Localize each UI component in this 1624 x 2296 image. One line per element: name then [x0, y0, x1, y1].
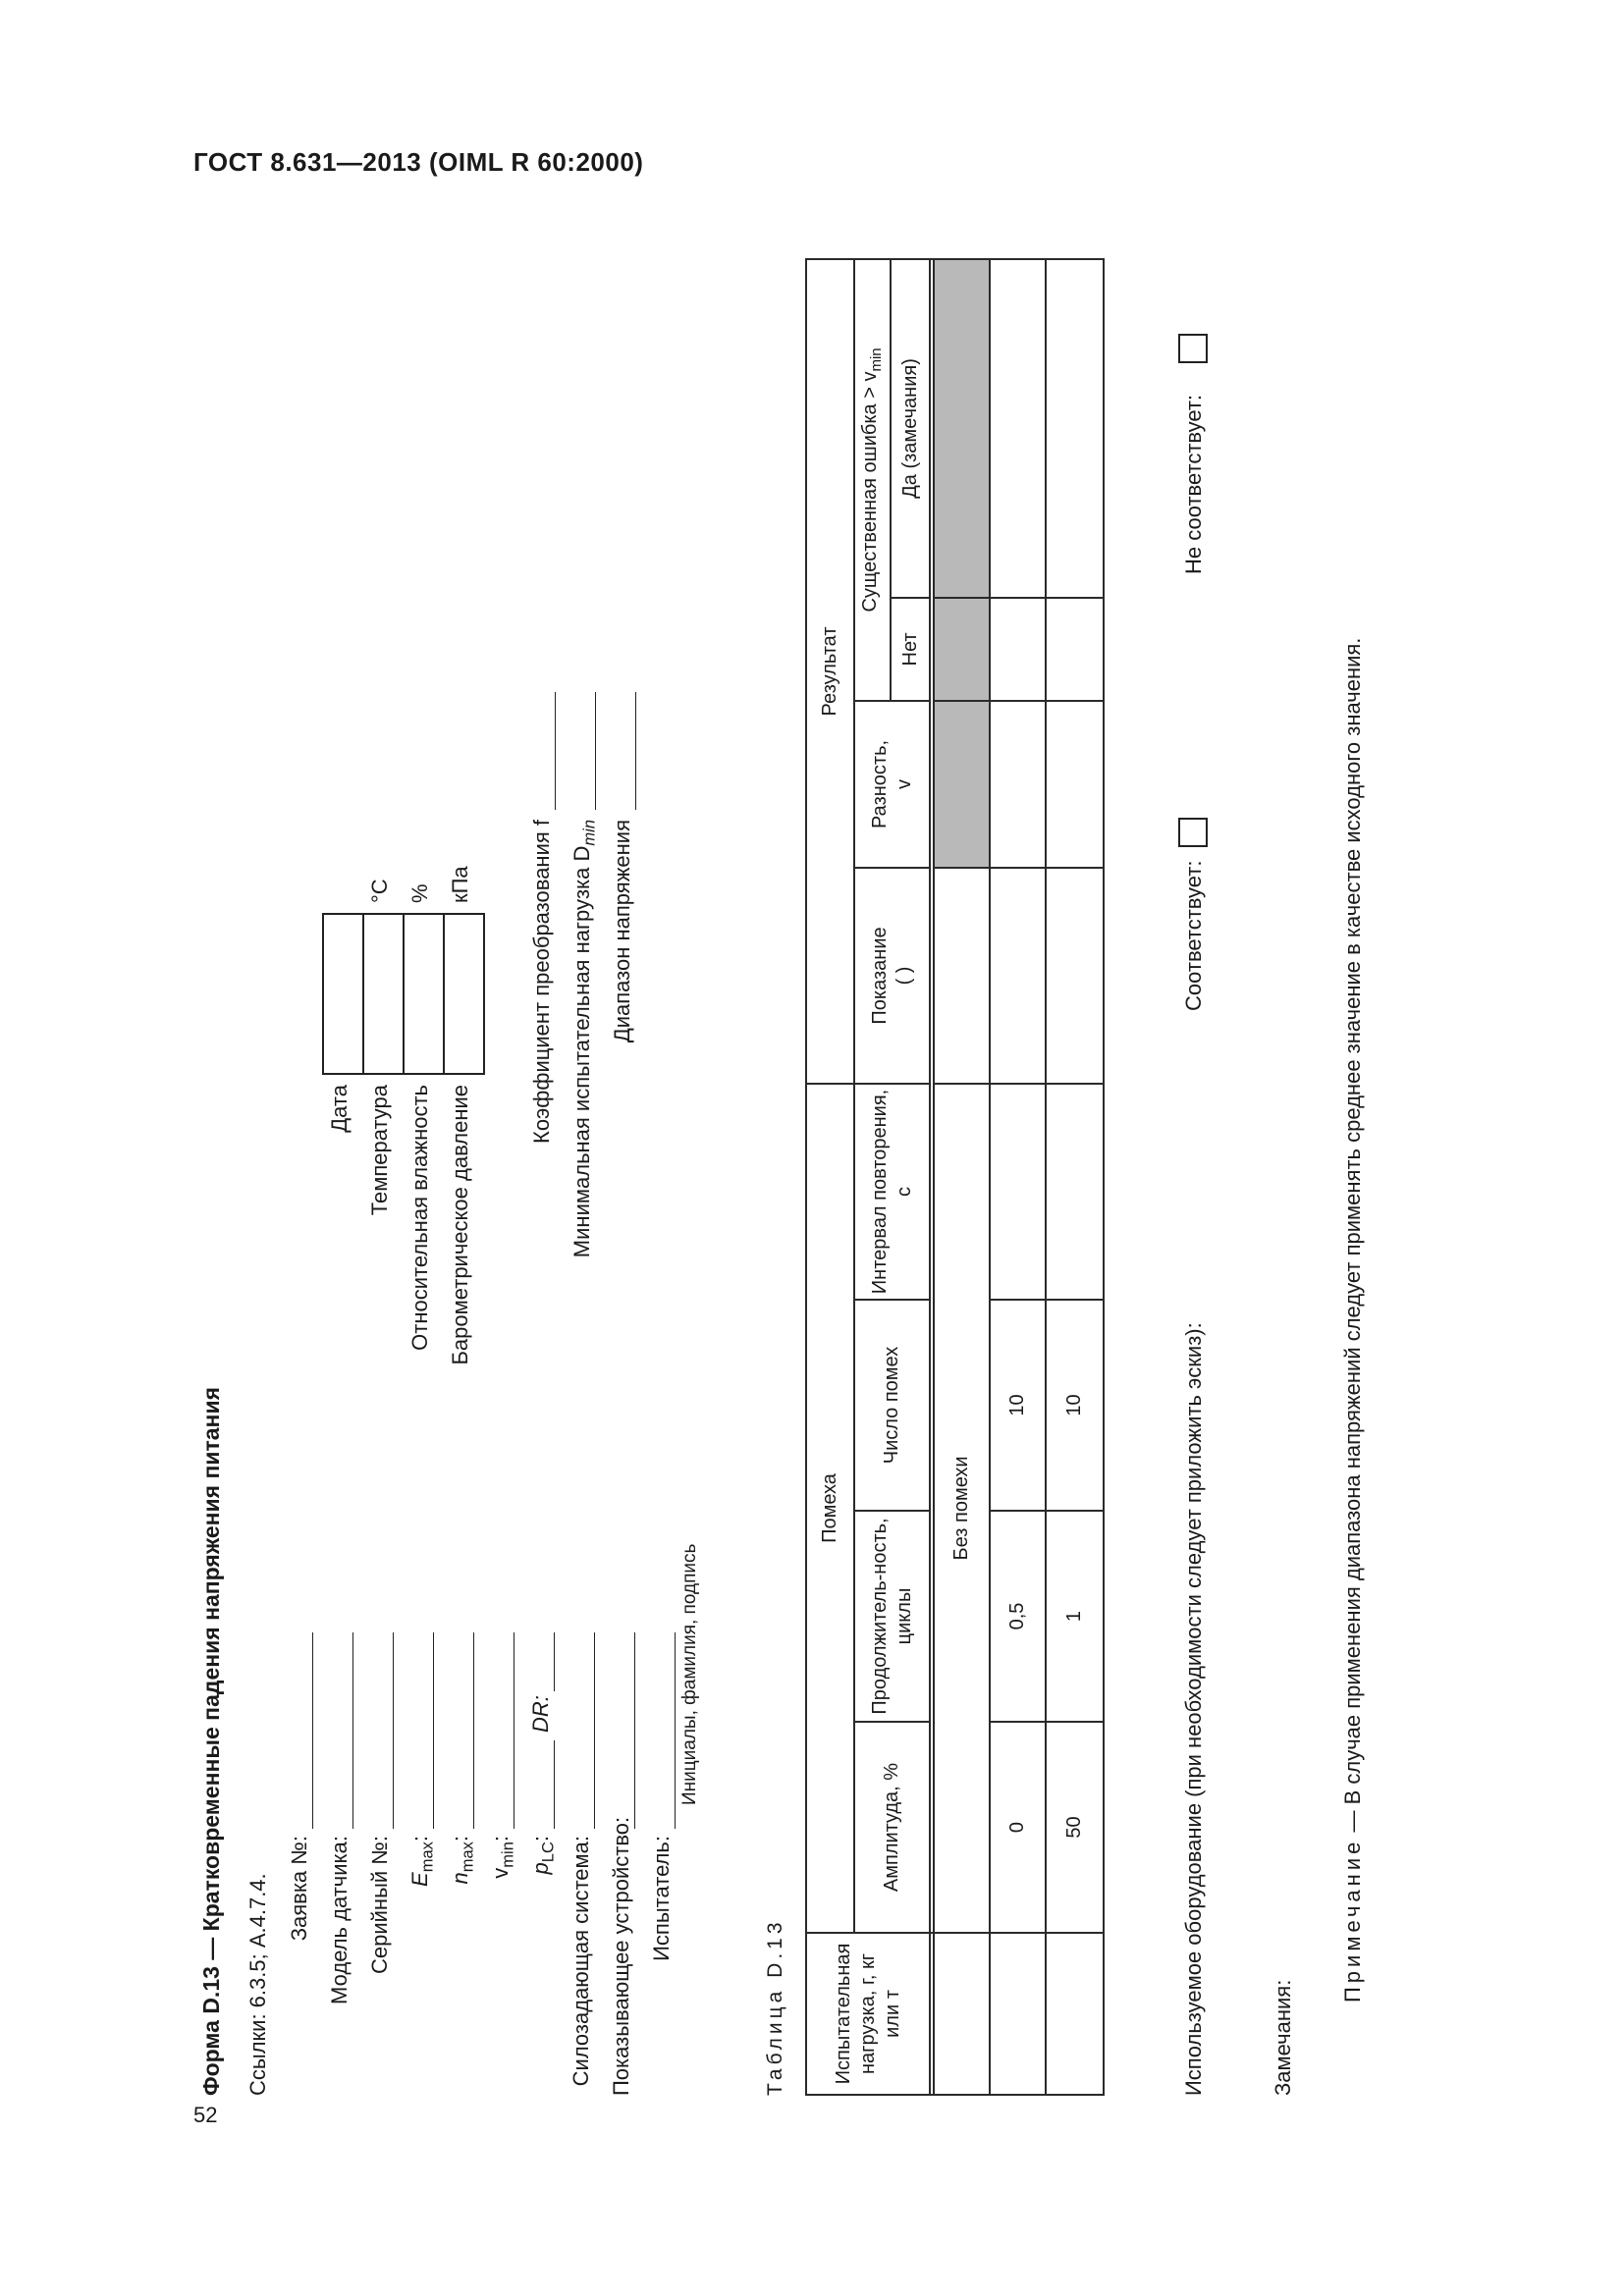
field-emax[interactable] [433, 1632, 434, 1829]
header-significant-error: Существенная ошибка > $v_{min}$ [854, 259, 891, 701]
document-header: ГОСТ 8.631—2013 (OIML R 60:2000) [193, 147, 644, 177]
cell-test-load[interactable] [934, 1933, 990, 2095]
field-indicator[interactable] [634, 1632, 635, 1829]
input-temperature[interactable] [362, 913, 405, 1075]
unit-humidity: % [407, 883, 432, 903]
header-interval: Интервал повторения, с [854, 1084, 930, 1300]
field-sensor-model[interactable] [352, 1632, 353, 1829]
field-min-load[interactable] [595, 692, 596, 810]
cell-amplitude: 0 [990, 1722, 1046, 1933]
cell-test-load[interactable] [990, 1933, 1046, 2095]
cell-difference[interactable] [1046, 701, 1104, 868]
cell-reading[interactable] [990, 868, 1046, 1084]
equipment-label: Используемое оборудование (при необходимости следует приложить эскиз): [1181, 1322, 1206, 2096]
cell-interval[interactable] [1046, 1084, 1104, 1300]
label-pressure: Барометрическое давление [448, 1085, 472, 1365]
cell-duration: 1 [1046, 1511, 1104, 1722]
header-amplitude: Амплитуда, % [854, 1722, 930, 1933]
unit-pressure: кПа [448, 866, 472, 903]
label-temperature: Температура [367, 1085, 392, 1216]
rotated-form-page [196, 34, 1365, 2096]
references: Ссылки: 6.3.5; А.4.7.4. [245, 1873, 270, 2096]
cell-count: 10 [990, 1300, 1046, 1511]
cell-interval[interactable] [990, 1084, 1046, 1300]
label-humidity: Относительная влажность [407, 1085, 432, 1351]
header-count: Число помех [854, 1300, 930, 1511]
header-test-load: Испытательная нагрузка, г, кг или т [806, 1933, 930, 2095]
label-emax: $E_{max}$: [407, 1836, 437, 1887]
page-number: 52 [193, 2103, 218, 2127]
label-min-load: Минимальная испытательная нагрузка $D_{min}$ [569, 820, 599, 1258]
label-plc: $p_{LC}$: [528, 1836, 558, 1875]
field-serial[interactable] [393, 1632, 394, 1829]
header-result: Результат [806, 259, 854, 1084]
conforms-checkbox[interactable] [1178, 818, 1208, 847]
label-load-system: Силозадающая система: [568, 1836, 593, 2087]
field-coefficient[interactable] [555, 692, 556, 810]
cell-yes[interactable] [990, 259, 1046, 598]
not-conforms-checkbox[interactable] [1178, 334, 1208, 363]
cell-no[interactable] [1046, 598, 1104, 701]
label-application: Заявка №: [287, 1836, 311, 1942]
header-yes: Да (замечания) [891, 259, 930, 598]
header-reading: Показание ( ) [854, 868, 930, 1084]
label-indicator: Показывающее устройство: [609, 1816, 633, 2096]
input-pressure[interactable] [443, 913, 485, 1075]
conforms-label: Соответствует: [1181, 860, 1206, 1011]
no-interference-label: Без помехи [934, 1084, 990, 1933]
field-plc[interactable] [554, 1740, 555, 1829]
test-table [805, 258, 1105, 2096]
label-tester: Испытатель: [649, 1836, 674, 1961]
header-duration: Продолжитель-ность, циклы [854, 1511, 930, 1722]
form-title: Форма D.13 — Кратковременные падения напряжения питания [198, 1386, 224, 2096]
label-sensor-model: Модель датчика: [327, 1836, 352, 2004]
field-application[interactable] [312, 1632, 313, 1829]
label-coefficient: Коэффициент преобразования f [529, 820, 554, 1144]
field-dr[interactable] [554, 1632, 555, 1691]
label-voltage-range: Диапазон напряжения [610, 820, 634, 1043]
remarks-label: Замечания: [1271, 1979, 1295, 2096]
label-date: Дата [327, 1085, 352, 1133]
label-serial: Серийный №: [367, 1836, 392, 1975]
unit-temperature: °C [367, 879, 392, 903]
field-nmax[interactable] [473, 1632, 474, 1829]
table-caption: Таблица D.13 [764, 1918, 786, 2096]
cell-duration: 0,5 [990, 1511, 1046, 1722]
input-humidity[interactable] [403, 913, 445, 1075]
cell-amplitude: 50 [1046, 1722, 1104, 1933]
field-tester[interactable] [675, 1632, 676, 1829]
field-voltage-range[interactable] [635, 692, 636, 810]
cell-difference[interactable] [990, 701, 1046, 868]
cell-reading[interactable] [1046, 868, 1104, 1084]
cell-no[interactable] [990, 598, 1046, 701]
label-dr: DR: [528, 1695, 553, 1733]
input-date[interactable] [322, 913, 364, 1075]
cell-reading[interactable] [934, 868, 990, 1084]
cell-difference-gray [934, 701, 990, 868]
header-interference: Помеха [806, 1084, 854, 1933]
cell-yes[interactable] [1046, 259, 1104, 598]
not-conforms-label: Не соответствует: [1181, 394, 1206, 574]
cell-yes-gray [934, 259, 990, 598]
field-load-system[interactable] [594, 1632, 595, 1829]
label-nmax: $n_{max}$: [448, 1836, 477, 1885]
note: Примечание — В случае применения диапазона напряжений следует применять среднее значение в качестве исходного значения. [1340, 637, 1365, 2002]
header-no: Нет [891, 598, 930, 701]
cell-count: 10 [1046, 1300, 1104, 1511]
tester-hint: Инициалы, фамилия, подпись [679, 1543, 700, 1805]
header-difference: Разность, v [854, 701, 930, 868]
label-vmin: $v_{min}$: [488, 1836, 517, 1879]
cell-test-load[interactable] [1046, 1933, 1104, 2095]
cell-no-gray [934, 598, 990, 701]
